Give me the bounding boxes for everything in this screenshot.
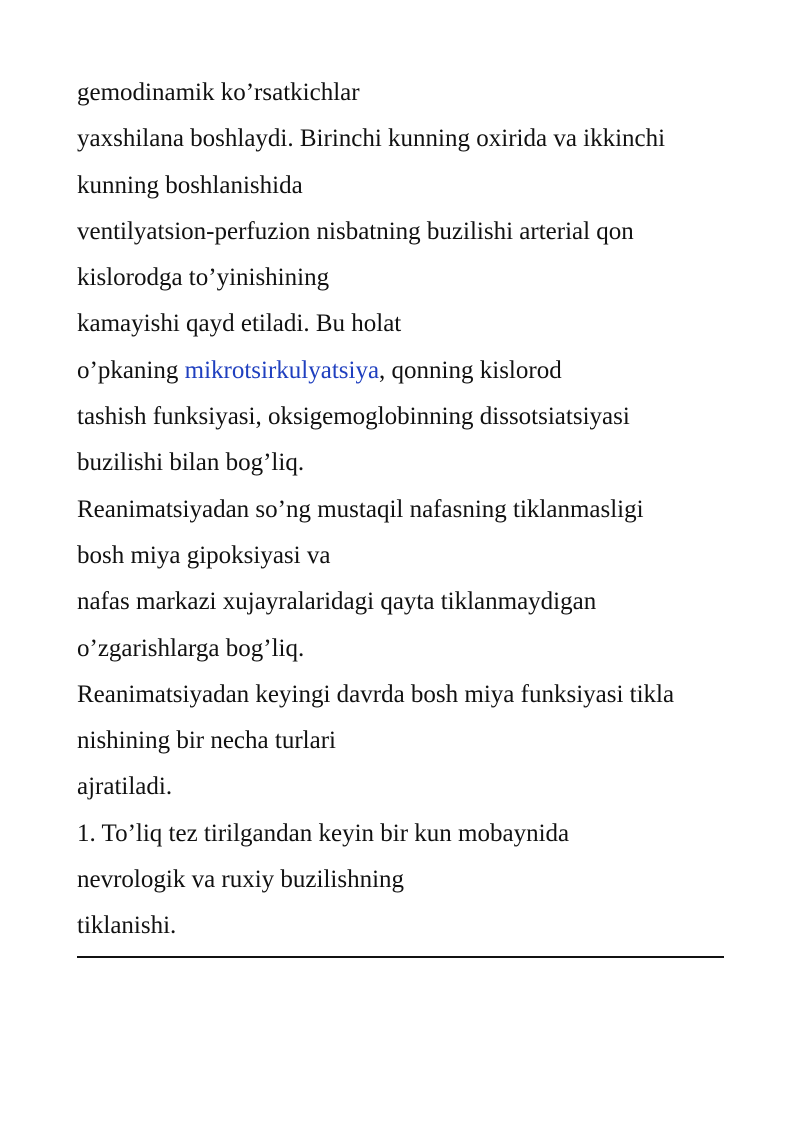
mikrotsirkulyatsiya-link[interactable]: mikrotsirkulyatsiya — [184, 356, 380, 384]
text-line: tashish funksiyasi, oksigemoglobinning dissotsiatsiyasi — [77, 403, 630, 431]
text-line: tiklanishi. — [77, 912, 177, 940]
text-line: nishining bir necha turlari — [77, 727, 336, 755]
document-body — [77, 74, 727, 954]
text-line: nevrologik va ruxiy buzilishning — [77, 866, 405, 894]
text-line: kamayishi qayd etiladi. Bu holat — [77, 310, 402, 338]
text-line: kislorodga to’yinishining — [77, 264, 330, 292]
text-line: kunning boshlanishida — [77, 171, 303, 199]
text-line-with-link — [77, 352, 727, 398]
text-line: o’zgarishlarga bog’liq. — [77, 634, 305, 662]
text-line: buzilishi bilan bog’liq. — [77, 449, 305, 477]
horizontal-rule — [77, 956, 724, 958]
text-line: gemodinamik ko’rsatkichlar — [77, 79, 360, 106]
text-line: ventilyatsion-perfuzion nisbatning buzilishi arterial qon — [77, 217, 634, 245]
text-line: yaxshilana boshlaydi. Birinchi kunning oxirida va ikkinchi — [77, 125, 666, 153]
text-line: Reanimatsiyadan so’ng mustaqil nafasning tiklanmasligi — [77, 495, 644, 523]
text-line: Reanimatsiyadan keyingi davrda bosh miya funksiyasi tikla — [77, 680, 675, 708]
text-segment: , qonning kislorod — [379, 356, 562, 384]
text-line: ajratiladi. — [77, 773, 173, 801]
text-line: 1. To’liq tez tirilgandan keyin bir kun mobaynida — [77, 819, 570, 847]
text-line: nafas markazi xujayralaridagi qayta tiklanmaydigan — [77, 588, 597, 616]
text-segment: o’pkaning — [77, 356, 185, 384]
text-line: bosh miya gipoksiyasi va — [77, 541, 331, 569]
